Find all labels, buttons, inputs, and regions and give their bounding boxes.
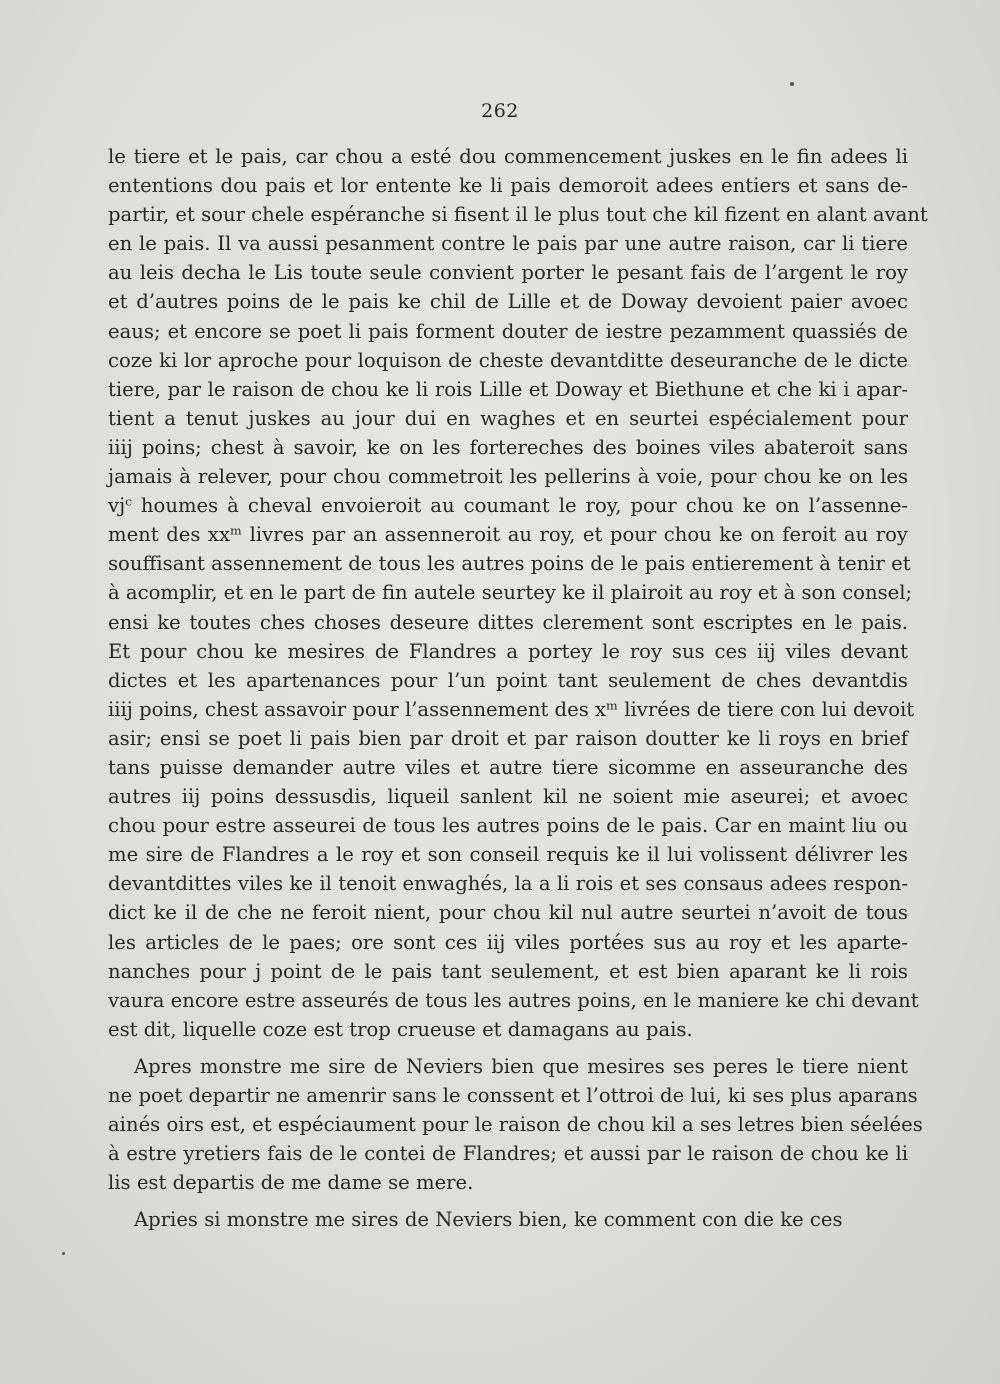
text-line: les articles de le paes; ore sont ces iij viles portées sus au roy et les aparte-: [108, 930, 908, 954]
text-line: chou pour estre asseurei de tous les autres poins de le pais. Car en maint liu ou: [108, 814, 908, 838]
text-line: eaus; et encore se poet li pais forment douter de iestre pezamment quassiés de: [108, 319, 908, 343]
text-line: me sire de Flandres a le roy et son conseil requis ke il lui volissent délivrer les: [108, 843, 908, 867]
text-line: Apres monstre me sire de Neviers bien que mesires ses peres le tiere nient: [134, 1054, 908, 1078]
text-line: devantdittes viles ke il tenoit enwaghés, la a li rois et ses consaus adees respon-: [108, 872, 908, 896]
text-line: dict ke il de che ne feroit nient, pour chou kil nul autre seurtei n’avoit de tous: [108, 901, 908, 925]
text-line: dictes et les apartenances pour l’un point tant seulement de ches devantdis: [108, 668, 908, 692]
text-line: à acomplir, et en le part de fin autele seurtey ke il plairoit au roy et à son consel;: [108, 581, 913, 605]
text-line: asir; ensi se poet li pais bien par droit et par raison doutter ke li roys en brief: [108, 726, 908, 750]
text-line: à estre yretiers fais de le contei de Flandres; et aussi par le raison de chou ke li: [108, 1142, 908, 1166]
text-line: en le pais. Il va aussi pesanment contre le pais par une autre raison, car li tiere: [108, 232, 908, 256]
text-line: tiere, par le raison de chou ke li rois Lille et Doway et Biethune et che ki i apar-: [108, 377, 908, 401]
body-text: [108, 142, 928, 1234]
text-line: et d’autres poins de le pais ke chil de Lille et de Doway devoient paier avoec: [108, 290, 908, 314]
paragraph-gap: [108, 1197, 908, 1205]
speck-mark: [62, 1252, 65, 1255]
text-line: ainés oirs est, et espéciaument pour le raison de chou kil a ses letres bien séelées: [108, 1113, 923, 1137]
text-line: iiij poins, chest assavoir pour l’assennement des xᵐ livrées de tiere con lui devoit: [108, 697, 915, 721]
text-line: iiij poins; chest à savoir, ke on les fortereches des boines viles abateroit sans: [108, 435, 908, 459]
text-line: vaura encore estre asseurés de tous les autres poins, en le maniere ke chi devant: [108, 988, 919, 1012]
text-line: vjᶜ houmes à cheval envoieroit au coumant le roy, pour chou ke on l’assenne-: [108, 494, 908, 518]
text-line: coze ki lor aproche pour loquison de cheste devantditte deseuranche de le dicte: [108, 348, 908, 372]
text-line: ensi ke toutes ches choses deseure dittes clerement sont escriptes en le pais.: [108, 610, 908, 634]
text-line: autres iij poins dessusdis, liqueil sanlent kil ne soient mie aseurei; et avoec: [108, 785, 908, 809]
text-line: jamais à relever, pour chou commetroit les pellerins à voie, pour chou ke on les: [108, 465, 908, 489]
page-number: 262: [481, 100, 519, 122]
text-line: Apries si monstre me sires de Neviers bien, ke comment con die ke ces: [134, 1208, 843, 1232]
text-line: lis est departis de me dame se mere.: [108, 1171, 474, 1195]
text-line: ment des xxᵐ livres par an assenneroit au roy, et pour chou ke on feroit au roy: [108, 523, 908, 547]
text-line: le tiere et le pais, car chou a esté dou commencement juskes en le fin adees li: [108, 145, 908, 168]
text-line: au leis decha le Lis toute seule convient porter le pesant fais de l’argent le roy: [108, 261, 908, 285]
text-line: nanches pour j point de le pais tant seulement, et est bien aparant ke li rois: [108, 959, 908, 983]
text-line: ententions dou pais et lor entente ke li pais demoroit adees entiers et sans de-: [108, 174, 908, 198]
text-line: est dit, liquelle coze est trop crueuse et damagans au pais.: [108, 1017, 693, 1041]
text-line: Et pour chou ke mesires de Flandres a portey le roy sus ces iij viles devant: [108, 639, 908, 663]
text-line: partir, et sour chele espéranche si fisent il le plus tout che kil fizent en alant avant: [108, 203, 928, 227]
text-line: souffisant assennement de tous les autres poins de le pais entierement à tenir et: [108, 552, 911, 576]
speck-mark: [790, 82, 794, 86]
text-line: tient a tenut juskes au jour dui en waghes et en seurtei espécialement pour: [108, 406, 908, 430]
text-line: tans puisse demander autre viles et autre tiere sicomme en asseuranche des: [108, 755, 908, 779]
paragraph-gap: [108, 1044, 908, 1052]
text-line: ne poet departir ne amenrir sans le conssent et l’ottroi de lui, ki ses plus aparans: [108, 1084, 918, 1107]
